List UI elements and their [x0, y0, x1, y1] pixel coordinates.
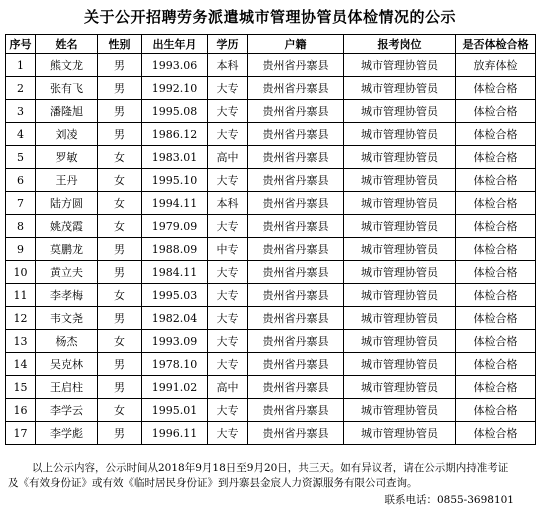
table-row: [6, 146, 536, 169]
table-row: [6, 376, 536, 399]
table-cell: 1994.11: [142, 192, 208, 215]
table-cell: 城市管理协管员: [344, 307, 456, 330]
table-cell: 大专: [208, 169, 248, 192]
table-cell: 7: [6, 192, 36, 215]
table-cell: 城市管理协管员: [344, 169, 456, 192]
table-cell: 体检合格: [456, 169, 536, 192]
table-cell: 体检合格: [456, 353, 536, 376]
table-row: [6, 307, 536, 330]
column-header: 序号: [6, 35, 36, 54]
table-cell: 大专: [208, 77, 248, 100]
table-cell: 8: [6, 215, 36, 238]
table-cell: 4: [6, 123, 36, 146]
table-cell: 大专: [208, 330, 248, 353]
table-cell: 大专: [208, 422, 248, 445]
table-cell: 1988.09: [142, 238, 208, 261]
table-cell: 城市管理协管员: [344, 238, 456, 261]
table-cell: 城市管理协管员: [344, 123, 456, 146]
table-cell: 男: [98, 353, 142, 376]
table-cell: 城市管理协管员: [344, 100, 456, 123]
table-cell: 潘隆旭: [36, 100, 98, 123]
table-cell: 体检合格: [456, 146, 536, 169]
table-cell: 1996.11: [142, 422, 208, 445]
table-cell: 贵州省丹寨县: [248, 100, 344, 123]
table-cell: 本科: [208, 54, 248, 77]
table-cell: 贵州省丹寨县: [248, 284, 344, 307]
table-row: [6, 422, 536, 445]
table-cell: 体检合格: [456, 77, 536, 100]
table-cell: 大专: [208, 307, 248, 330]
table-header-row: [6, 35, 536, 54]
table-cell: 1982.04: [142, 307, 208, 330]
table-cell: 1984.11: [142, 261, 208, 284]
table-cell: 12: [6, 307, 36, 330]
table-cell: 高中: [208, 376, 248, 399]
table-cell: 高中: [208, 146, 248, 169]
table-cell: 城市管理协管员: [344, 77, 456, 100]
table-cell: 2: [6, 77, 36, 100]
table-cell: 城市管理协管员: [344, 284, 456, 307]
table-cell: 大专: [208, 123, 248, 146]
table-cell: 女: [98, 146, 142, 169]
table-cell: 大专: [208, 399, 248, 422]
table-row: [6, 169, 536, 192]
table-row: [6, 399, 536, 422]
column-header: 性别: [98, 35, 142, 54]
table-cell: 体检合格: [456, 284, 536, 307]
table-cell: 城市管理协管员: [344, 192, 456, 215]
table-cell: 1986.12: [142, 123, 208, 146]
table-row: [6, 54, 536, 77]
table-cell: 贵州省丹寨县: [248, 399, 344, 422]
table-cell: 16: [6, 399, 36, 422]
table-cell: 1978.10: [142, 353, 208, 376]
table-cell: 贵州省丹寨县: [248, 169, 344, 192]
table-row: [6, 123, 536, 146]
table-cell: 15: [6, 376, 36, 399]
column-header: 报考岗位: [344, 35, 456, 54]
table-cell: 城市管理协管员: [344, 330, 456, 353]
table-cell: 罗敏: [36, 146, 98, 169]
table-cell: 14: [6, 353, 36, 376]
table-cell: 贵州省丹寨县: [248, 307, 344, 330]
table-cell: 男: [98, 376, 142, 399]
table-cell: 体检合格: [456, 399, 536, 422]
table-row: [6, 215, 536, 238]
table-cell: 城市管理协管员: [344, 353, 456, 376]
table-cell: 1983.01: [142, 146, 208, 169]
table-cell: 大专: [208, 215, 248, 238]
table-cell: 男: [98, 307, 142, 330]
table-cell: 城市管理协管员: [344, 54, 456, 77]
table-cell: 吴克林: [36, 353, 98, 376]
table-cell: 刘凌: [36, 123, 98, 146]
contact-phone: 联系电话：0855-3698101: [384, 494, 514, 506]
table-cell: 城市管理协管员: [344, 399, 456, 422]
table-cell: 1993.06: [142, 54, 208, 77]
table-cell: 贵州省丹寨县: [248, 215, 344, 238]
column-header: 出生年月: [142, 35, 208, 54]
table-cell: 黄立夫: [36, 261, 98, 284]
table-cell: 贵州省丹寨县: [248, 376, 344, 399]
table-cell: 城市管理协管员: [344, 146, 456, 169]
table-cell: 大专: [208, 261, 248, 284]
table-cell: 李学云: [36, 399, 98, 422]
table-cell: 体检合格: [456, 330, 536, 353]
table-cell: 体检合格: [456, 261, 536, 284]
table-cell: 体检合格: [456, 123, 536, 146]
table-cell: 1993.09: [142, 330, 208, 353]
table-cell: 17: [6, 422, 36, 445]
notice-line-1: 以上公示内容，公示时间从2018年9月18日至9月20日，共三天。如有异议者，请在公示期内持准考证: [32, 462, 509, 474]
table-cell: 9: [6, 238, 36, 261]
table-cell: 男: [98, 77, 142, 100]
table-cell: 1995.08: [142, 100, 208, 123]
table-body: [6, 54, 536, 445]
table-cell: 体检合格: [456, 422, 536, 445]
table-row: [6, 330, 536, 353]
table-row: [6, 284, 536, 307]
table-cell: 3: [6, 100, 36, 123]
table-cell: 1979.09: [142, 215, 208, 238]
table-cell: 5: [6, 146, 36, 169]
table-cell: 女: [98, 215, 142, 238]
table-cell: 1: [6, 54, 36, 77]
table-cell: 贵州省丹寨县: [248, 146, 344, 169]
table-cell: 女: [98, 330, 142, 353]
table-row: [6, 77, 536, 100]
table-cell: 体检合格: [456, 307, 536, 330]
table-row: [6, 261, 536, 284]
table-cell: 放弃体检: [456, 54, 536, 77]
table-cell: 1995.10: [142, 169, 208, 192]
table-cell: 女: [98, 192, 142, 215]
table-cell: 11: [6, 284, 36, 307]
table-cell: 城市管理协管员: [344, 422, 456, 445]
table-cell: 体检合格: [456, 215, 536, 238]
table-cell: 13: [6, 330, 36, 353]
table-cell: 贵州省丹寨县: [248, 261, 344, 284]
table-cell: 1992.10: [142, 77, 208, 100]
roster-table: [5, 34, 536, 445]
table-cell: 贵州省丹寨县: [248, 353, 344, 376]
table-cell: 贵州省丹寨县: [248, 330, 344, 353]
table-cell: 体检合格: [456, 192, 536, 215]
table-cell: 杨杰: [36, 330, 98, 353]
table-cell: 张有飞: [36, 77, 98, 100]
table-cell: 城市管理协管员: [344, 261, 456, 284]
table-cell: 贵州省丹寨县: [248, 123, 344, 146]
table-cell: 中专: [208, 238, 248, 261]
page-title: 关于公开招聘劳务派遣城市管理协管员体检情况的公示: [83, 8, 456, 26]
table-cell: 男: [98, 422, 142, 445]
table-cell: 王丹: [36, 169, 98, 192]
table-cell: 李学彪: [36, 422, 98, 445]
table-cell: 体检合格: [456, 100, 536, 123]
table-row: [6, 192, 536, 215]
table-cell: 陆方圆: [36, 192, 98, 215]
table-row: [6, 238, 536, 261]
table-cell: 10: [6, 261, 36, 284]
table-cell: 男: [98, 54, 142, 77]
table-cell: 李孝梅: [36, 284, 98, 307]
table-cell: 大专: [208, 284, 248, 307]
table-cell: 本科: [208, 192, 248, 215]
table-cell: 城市管理协管员: [344, 215, 456, 238]
table-cell: 莫鹏龙: [36, 238, 98, 261]
column-header: 姓名: [36, 35, 98, 54]
column-header: 户籍: [248, 35, 344, 54]
table-cell: 大专: [208, 353, 248, 376]
table-cell: 1995.01: [142, 399, 208, 422]
table-cell: 贵州省丹寨县: [248, 238, 344, 261]
table-cell: 贵州省丹寨县: [248, 192, 344, 215]
table-cell: 1991.02: [142, 376, 208, 399]
table-cell: 6: [6, 169, 36, 192]
table-cell: 体检合格: [456, 238, 536, 261]
table-row: [6, 353, 536, 376]
table-row: [6, 100, 536, 123]
table-cell: 熊文龙: [36, 54, 98, 77]
table-cell: 女: [98, 284, 142, 307]
table-cell: 男: [98, 261, 142, 284]
table-cell: 男: [98, 238, 142, 261]
table-cell: 女: [98, 169, 142, 192]
table-cell: 1995.03: [142, 284, 208, 307]
table-cell: 男: [98, 123, 142, 146]
table-cell: 姚茂霞: [36, 215, 98, 238]
table-cell: 女: [98, 399, 142, 422]
notice-text: [8, 461, 533, 491]
table-cell: 大专: [208, 100, 248, 123]
table-cell: 王启柱: [36, 376, 98, 399]
notice-line-2: 及《有效身份证》或有效《临时居民身份证》到丹寨县金宸人力资源服务有限公司查询。: [8, 477, 418, 489]
table-cell: 男: [98, 100, 142, 123]
column-header: 是否体检合格: [456, 35, 536, 54]
table-cell: 贵州省丹寨县: [248, 54, 344, 77]
table-cell: 城市管理协管员: [344, 376, 456, 399]
table-cell: 体检合格: [456, 376, 536, 399]
column-header: 学历: [208, 35, 248, 54]
table-cell: 韦文尧: [36, 307, 98, 330]
table-cell: 贵州省丹寨县: [248, 77, 344, 100]
table-cell: 贵州省丹寨县: [248, 422, 344, 445]
